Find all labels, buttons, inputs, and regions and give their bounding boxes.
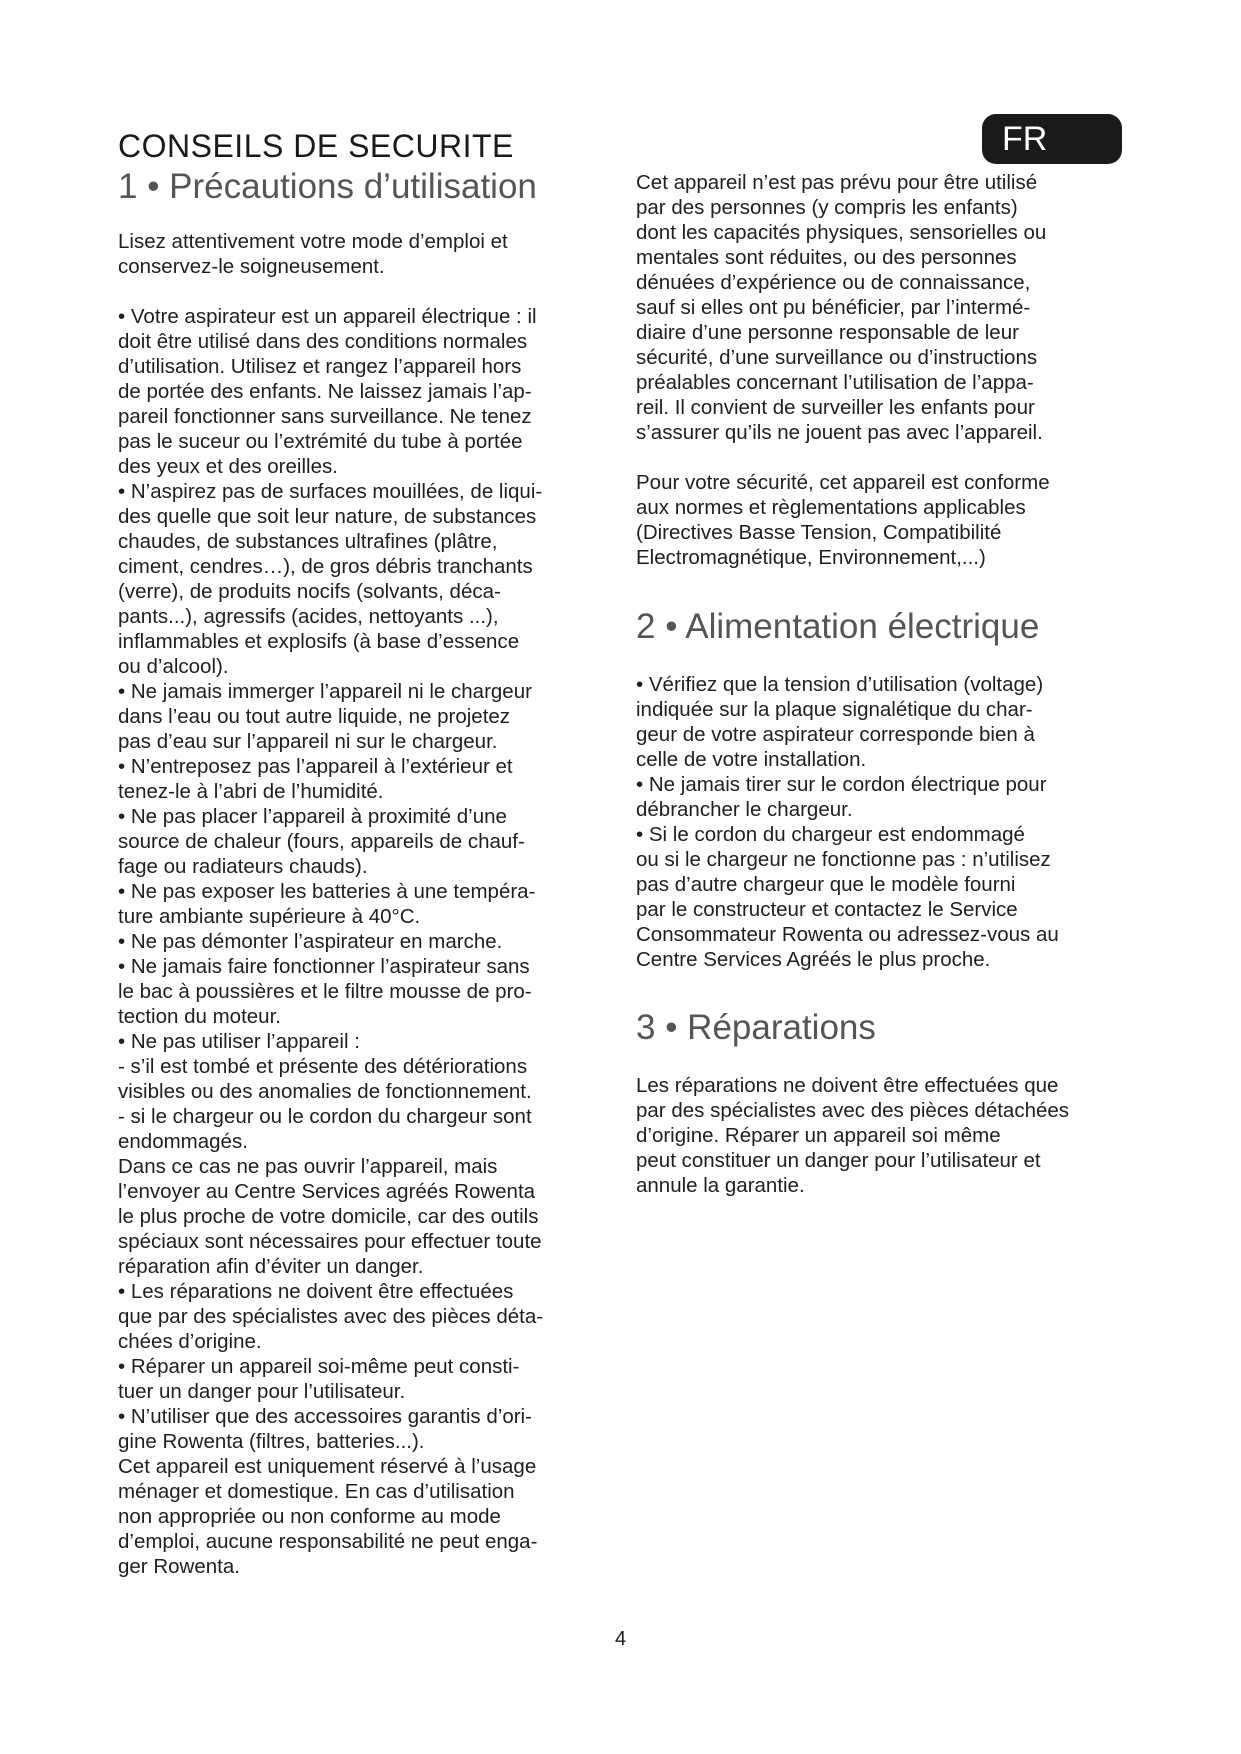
section-title-power-supply: 2 • Alimentation électrique — [636, 607, 1040, 646]
persons-warning-paragraph: Cet appareil n’est pas prévu pour être utilisé par des personnes (y compris les enfants) dont les capacités physiques, sensorielles ou mentales sont réduites, ou des personnes dénuées d’expérience ou de connaissance, sauf si elles ont pu bénéficier, par l’intermé- diaire d’une personne responsable de leur sécurité, d’une surveillance ou d’instructions préalables concernant l’utilisation de l’appa- reil. Il convient de surveiller les enfants pour s’assurer qu’ils ne jouent pas avec l’appareil. — [636, 171, 1047, 444]
intro-paragraph: Lisez attentivement votre mode d’emploi et conservez-le soigneusement. — [118, 230, 508, 278]
power-supply-list: • Vérifiez que la tension d’utilisation (voltage) indiquée sur la plaque signalétique du char- geur de votre aspirateur corresponde bien à celle de votre installation. • Ne jamais tirer sur le cordon électrique pour débrancher le chargeur. • Si le cordon du chargeur est endommagé ou si le chargeur ne fonctionne pas : n’utilisez pas d’autre chargeur que le modèle fourni par le constructeur et contactez le Service Consommateur Rowenta ou adressez-vous au Centre Services Agréés le plus proche. — [636, 673, 1059, 971]
page-number: 4 — [614, 1628, 627, 1650]
precautions-list: • Votre aspirateur est un appareil électrique : il doit être utilisé dans des conditions normales d’utilisation. Utilisez et rangez l’appareil hors de portée des enfants. Ne laissez jamais l’ap- pareil fonctionner sans surveillance. Ne tenez pas le suceur ou l’extrémité du tube à portée des yeux et des oreilles. • N’aspirez pas de surfaces mouillées, de liqui- des quelle que soit leur nature, de substances chaudes, de substances ultrafines (plâtre, ciment, cendres…), de gros débris tranchants (verre), de produits nocifs (solvants, déca- pants...), agressifs (acides, nettoyants ...), inflammables et explosifs (à base d’essence ou d’alcool). • Ne jamais immerger l’appareil ni le chargeur dans l’eau ou tout autre liquide, ne projetez pas d’eau sur l’appareil ni sur le chargeur. • N’entreposez pas l’appareil à l’extérieur et tenez-le à l’abri de l’humidité. • Ne pas placer l’appareil à proximité d’une source de chaleur (fours, appareils de chauf- fage ou radiateurs chauds). • Ne pas exposer les batteries à une tempéra- ture ambiante supérieure à 40°C. • Ne pas démonter l’aspirateur en marche. • Ne jamais faire fonctionner l’aspirateur sans le bac à poussières et le filtre mousse de pro- tection du moteur. • Ne pas utiliser l’appareil : - s’il est tombé et présente des détériorations visibles ou des anomalies de fonctionnement. - si le chargeur ou le cordon du chargeur sont endommagés. Dans ce cas ne pas ouvrir l’appareil, mais l’envoyer au Centre Services agréés Rowenta le plus proche de votre domicile, car des outils spéciaux sont nécessaires pour effectuer toute réparation afin d’éviter un danger. • Les réparations ne doivent être effectuées que par des spécialistes avec des pièces déta- chées d’origine. • Réparer un appareil soi-même peut consti- tuer un danger pour l’utilisateur. • N’utiliser que des accessoires garantis d’ori- gine Rowenta (filtres, batteries...). Cet appareil est uniquement réservé à l’usage ménager et domestique. En cas d’utilisation non appropriée ou non conforme au mode d’emploi, aucune responsabilité ne peut enga- ger Rowenta. — [118, 305, 544, 1578]
section-title-precautions: 1 • Précautions d’utilisation — [118, 167, 537, 206]
language-badge: FR — [982, 114, 1122, 164]
conformity-paragraph: Pour votre sécurité, cet appareil est conforme aux normes et règlementations applicables (Directives Basse Tension, Compatibilité Electromagnétique, Environnement,...) — [636, 471, 1050, 569]
repairs-paragraph: Les réparations ne doivent être effectuées que par des spécialistes avec des pièces détachées d’origine. Réparer un appareil soi même peut constituer un danger pour l’utilisateur et annule la garantie. — [636, 1074, 1070, 1197]
main-title: CONSEILS DE SECURITE — [118, 128, 514, 164]
section-title-repairs: 3 • Réparations — [636, 1008, 876, 1047]
